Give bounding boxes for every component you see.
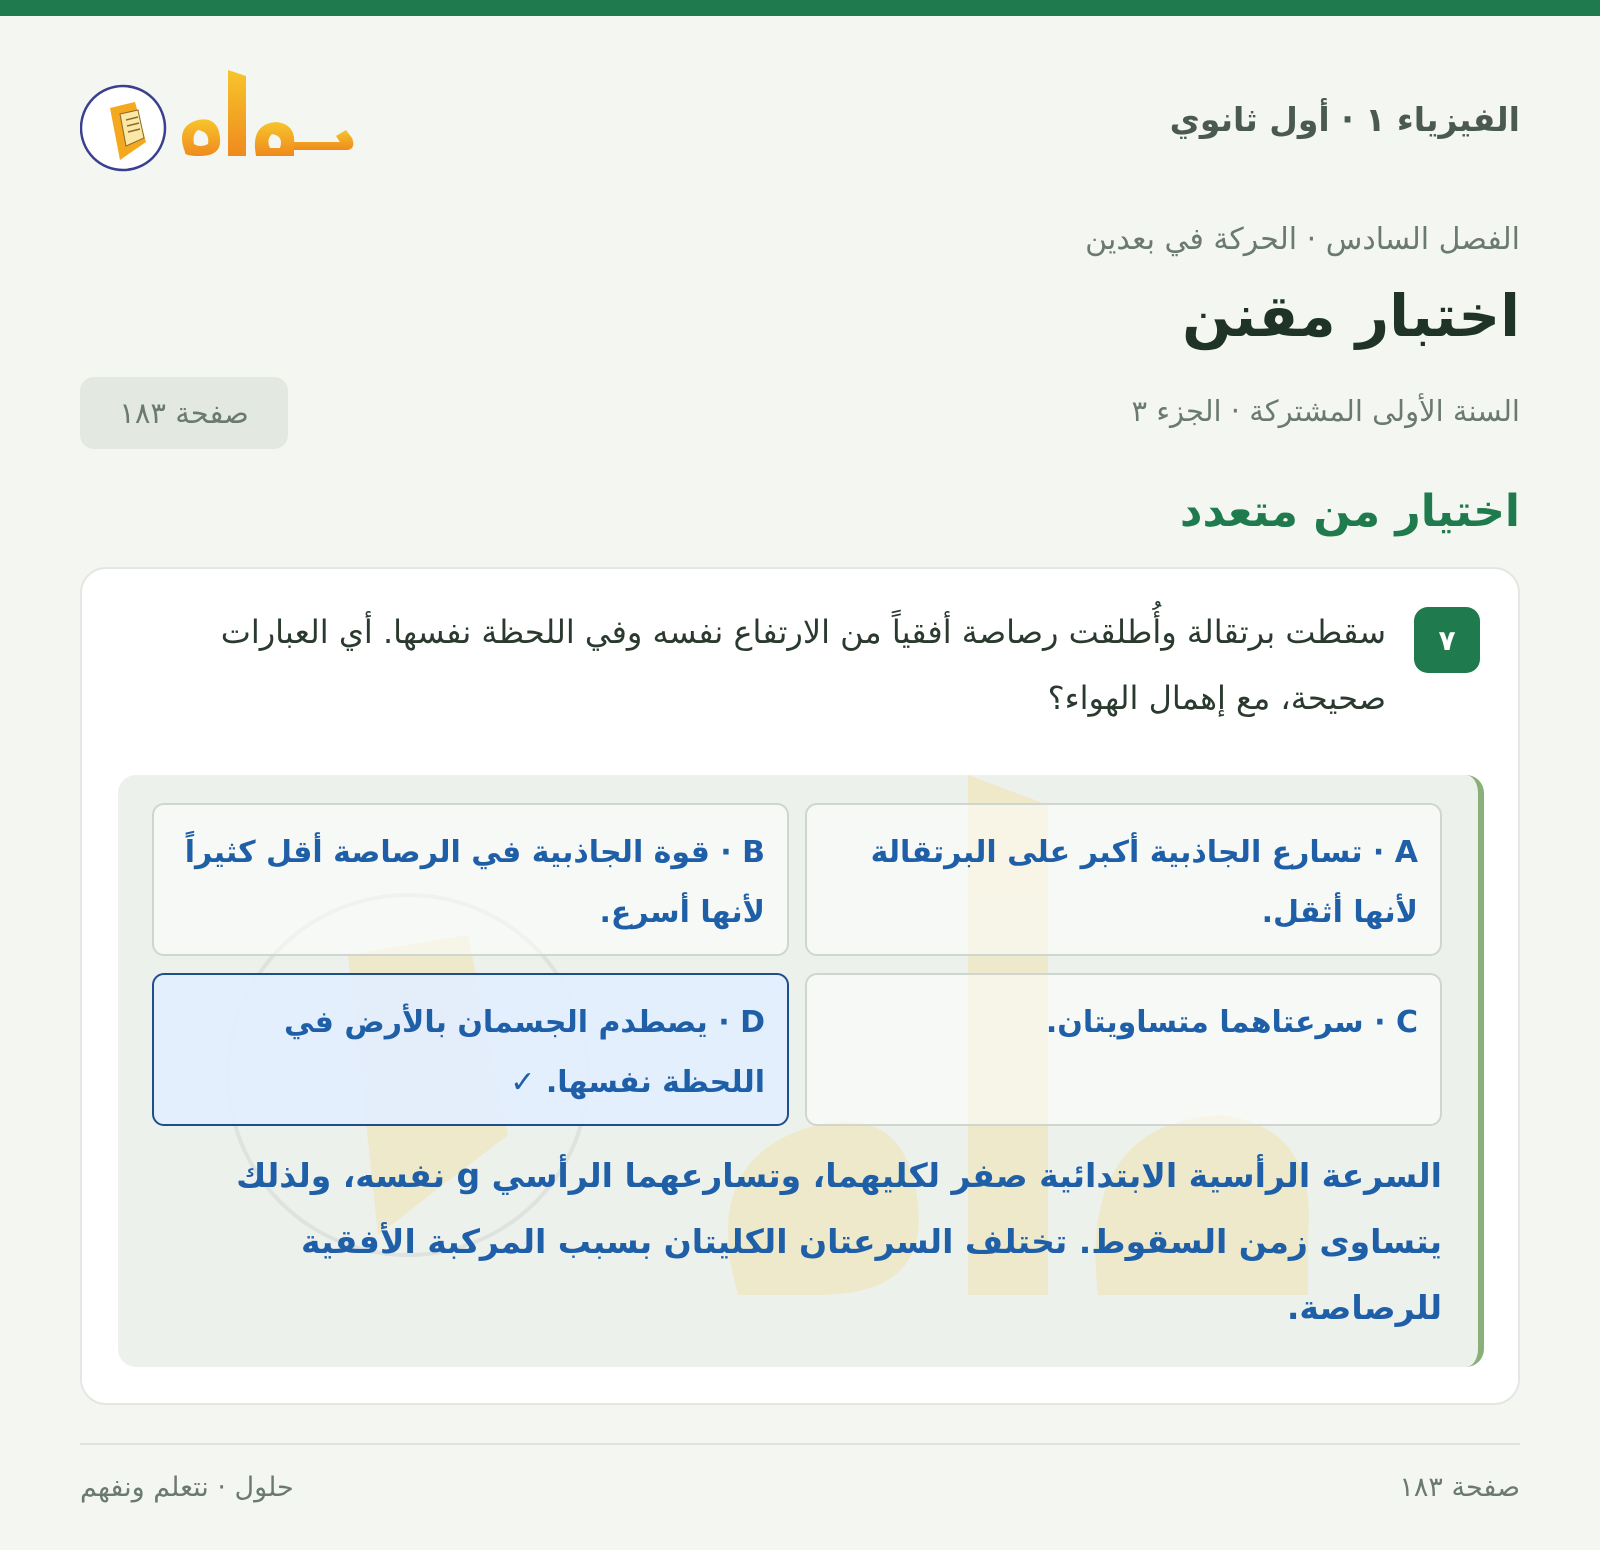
hulul-logo[interactable] — [80, 64, 360, 194]
book-info: السنة الأولى المشتركة · الجزء ٣ — [1131, 394, 1520, 428]
answer-box — [118, 775, 1484, 1367]
question-number-badge: ٧ — [1414, 607, 1480, 673]
footer-divider — [80, 1443, 1520, 1445]
footer-page-number: صفحة ١٨٣ — [1399, 1472, 1520, 1503]
option-b[interactable]: B · قوة الجاذبية في الرصاصة أقل كثيراً لأنها أسرع. — [152, 803, 789, 956]
chapter-subtitle: الفصل السادس · الحركة في بعدين — [1085, 222, 1520, 257]
top-accent-bar — [0, 0, 1600, 16]
subject-title: الفيزياء ١ · أول ثانوي — [1169, 100, 1520, 139]
answer-explanation: السرعة الرأسية الابتدائية صفر لكليهما، وتسارعهما الرأسي g نفسه، ولذلك يتساوى زمن السقوط. تختلف السرعتان الكليتان بسبب المركبة الأفقية للرصاصة. — [236, 1156, 1442, 1327]
question-card — [80, 567, 1520, 1405]
page-header — [80, 64, 1520, 194]
section-title: اختيار من متعدد — [1179, 486, 1520, 537]
page-number-badge: صفحة ١٨٣ — [80, 377, 288, 449]
page-title: اختبار مقنن — [1182, 282, 1520, 350]
option-c[interactable]: C · سرعتاهما متساويتان. — [805, 973, 1442, 1126]
footer-brand: حلول · نتعلم ونفهم — [80, 1472, 294, 1503]
option-d-selected[interactable]: D · يصطدم الجسمان بالأرض في اللحظة نفسها. ✓ — [152, 973, 789, 1126]
question-text: سقطت برتقالة وأُطلقت رصاصة أفقياً من الارتفاع نفسه وفي اللحظة نفسها. أي العبارات صحيحة، مع إهمال الهواء؟ — [220, 613, 1386, 717]
option-a[interactable]: A · تسارع الجاذبية أكبر على البرتقالة لأنها أثقل. — [805, 803, 1442, 956]
